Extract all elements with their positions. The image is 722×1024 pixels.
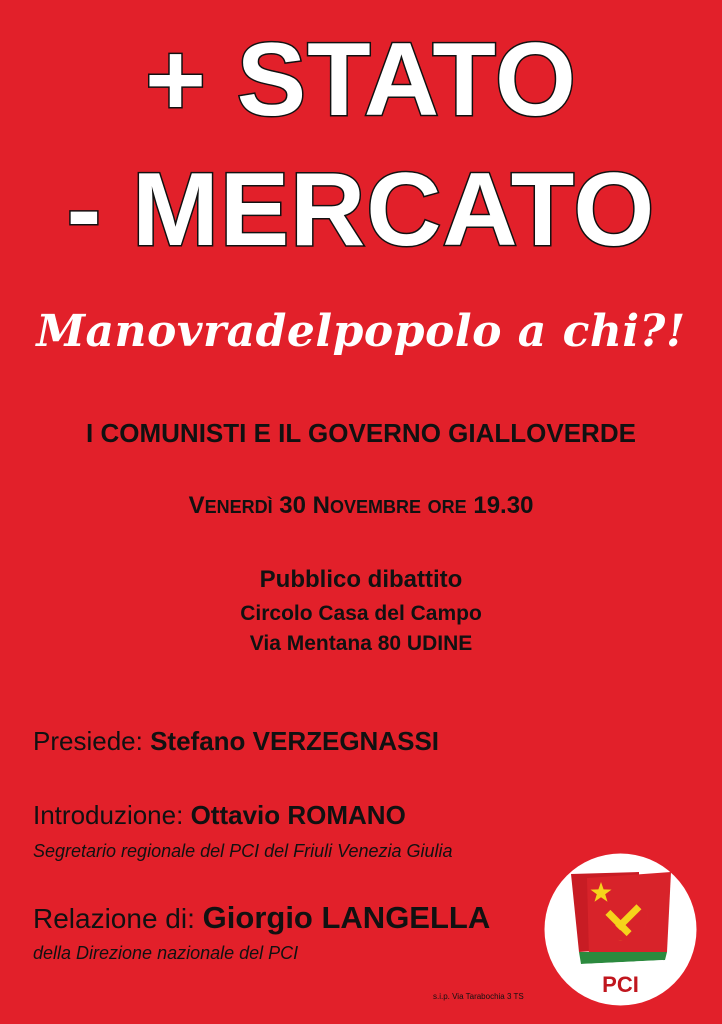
logo-text: PCI [602, 972, 639, 997]
printer-credit: s.i.p. Via Tarabochia 3 TS [433, 992, 524, 1001]
role-name: Stefano VERZEGNASSI [150, 726, 440, 756]
role-label: Introduzione: [33, 800, 184, 830]
date-month-rest: OVEMBRE [329, 497, 421, 517]
event-address: Via Mentana 80 UDINE [249, 632, 473, 655]
date-month-initial: N [312, 492, 330, 519]
date-number: 30 [279, 492, 306, 519]
role-note: della Direzione nazionale del PCI [33, 943, 299, 963]
role-name: Giorgio LANGELLA [202, 900, 491, 935]
subtitle-slogan: Manovradelpopolo a chi?! [36, 306, 686, 357]
pci-logo [543, 852, 698, 1007]
event-type: Pubblico dibattito [259, 566, 463, 593]
role-relazione [33, 900, 490, 936]
role-name: Ottavio ROMANO [190, 800, 406, 830]
topic-heading: I COMUNISTI E IL GOVERNO GIALLOVERDE [86, 418, 636, 448]
date-time: 19.30 [473, 492, 534, 519]
date-day-initial: V [188, 492, 205, 519]
event-date [0, 492, 722, 520]
headline-line-2: - MERCATO [66, 152, 656, 268]
headline-line-1: + STATO [145, 22, 577, 138]
event-venue: Circolo Casa del Campo [240, 602, 482, 625]
role-label: Presiede: [33, 726, 143, 756]
date-day-rest: ENERDÌ [204, 497, 273, 517]
role-introduzione [33, 800, 406, 831]
role-presiede [33, 726, 439, 757]
role-label: Relazione di: [33, 903, 195, 934]
date-ore: ORE [427, 497, 467, 517]
role-note: Segretario regionale del PCI del Friuli Venezia Giulia [33, 841, 453, 861]
